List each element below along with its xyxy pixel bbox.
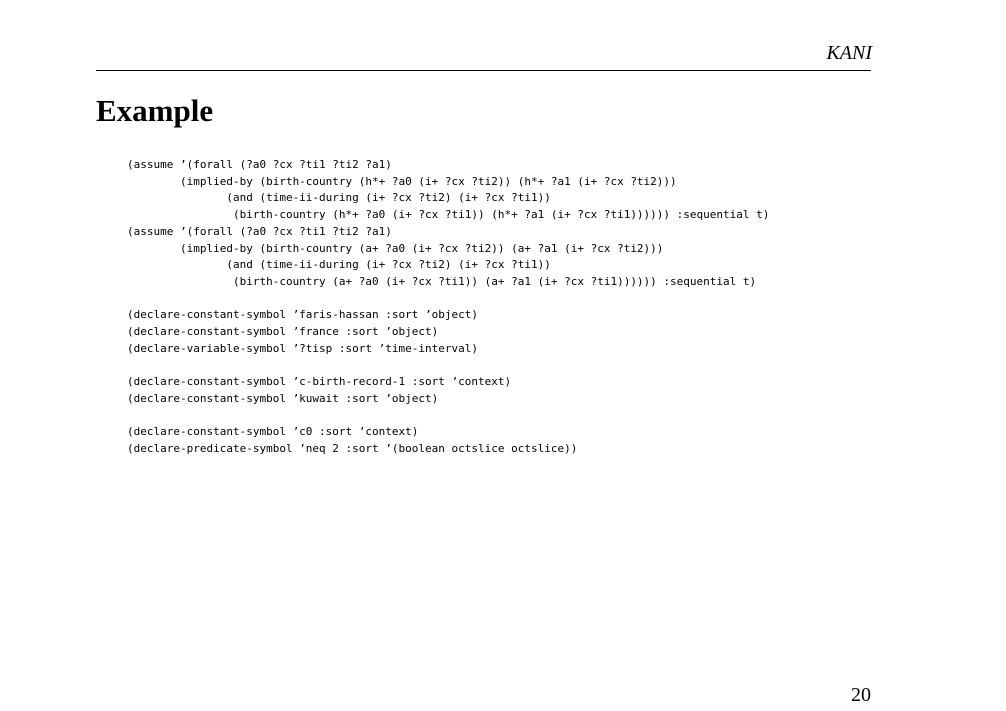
page-number: 20 <box>851 684 871 706</box>
code-line: (declare-constant-symbol ’france :sort ’object) <box>127 325 439 339</box>
slide-heading: Example <box>96 93 214 128</box>
header-divider <box>96 70 871 71</box>
code-line: (declare-constant-symbol ’faris-hassan :sort ’object) <box>127 308 478 322</box>
code-line: (declare-variable-symbol ’?tisp :sort ’time-interval) <box>127 341 478 355</box>
code-line: (declare-constant-symbol ’c0 :sort ’context) <box>127 425 419 439</box>
code-line: (implied-by (birth-country (h*+ ?a0 (i+ ?cx ?ti2)) (h*+ ?a1 (i+ ?cx ?ti2))) <box>127 174 677 188</box>
code-line: (declare-constant-symbol ’kuwait :sort ’object) <box>127 391 439 405</box>
code-block <box>127 157 769 458</box>
code-line <box>127 408 769 425</box>
code-line <box>127 357 769 374</box>
code-line: (declare-constant-symbol ’c-birth-record-1 :sort ’context) <box>127 375 512 389</box>
code-line: (birth-country (a+ ?a0 (i+ ?cx ?ti1)) (a+ ?a1 (i+ ?cx ?ti1)))))) :sequential t) <box>127 274 757 288</box>
code-line: (birth-country (h*+ ?a0 (i+ ?cx ?ti1)) (h*+ ?a1 (i+ ?cx ?ti1)))))) :sequential t) <box>127 208 770 222</box>
code-line <box>127 291 769 308</box>
header-title: KANI <box>826 42 872 64</box>
code-line: (declare-predicate-symbol ’neq 2 :sort ’(boolean octslice octslice)) <box>127 441 578 455</box>
code-line: (and (time-ii-during (i+ ?cx ?ti2) (i+ ?cx ?ti1)) <box>127 191 551 205</box>
code-line: (assume ’(forall (?a0 ?cx ?ti1 ?ti2 ?a1) <box>127 224 392 238</box>
code-line: (assume ’(forall (?a0 ?cx ?ti1 ?ti2 ?a1) <box>127 158 392 171</box>
code-line: (implied-by (birth-country (a+ ?a0 (i+ ?cx ?ti2)) (a+ ?a1 (i+ ?cx ?ti2))) <box>127 241 664 255</box>
code-line: (and (time-ii-during (i+ ?cx ?ti2) (i+ ?cx ?ti1)) <box>127 258 551 272</box>
